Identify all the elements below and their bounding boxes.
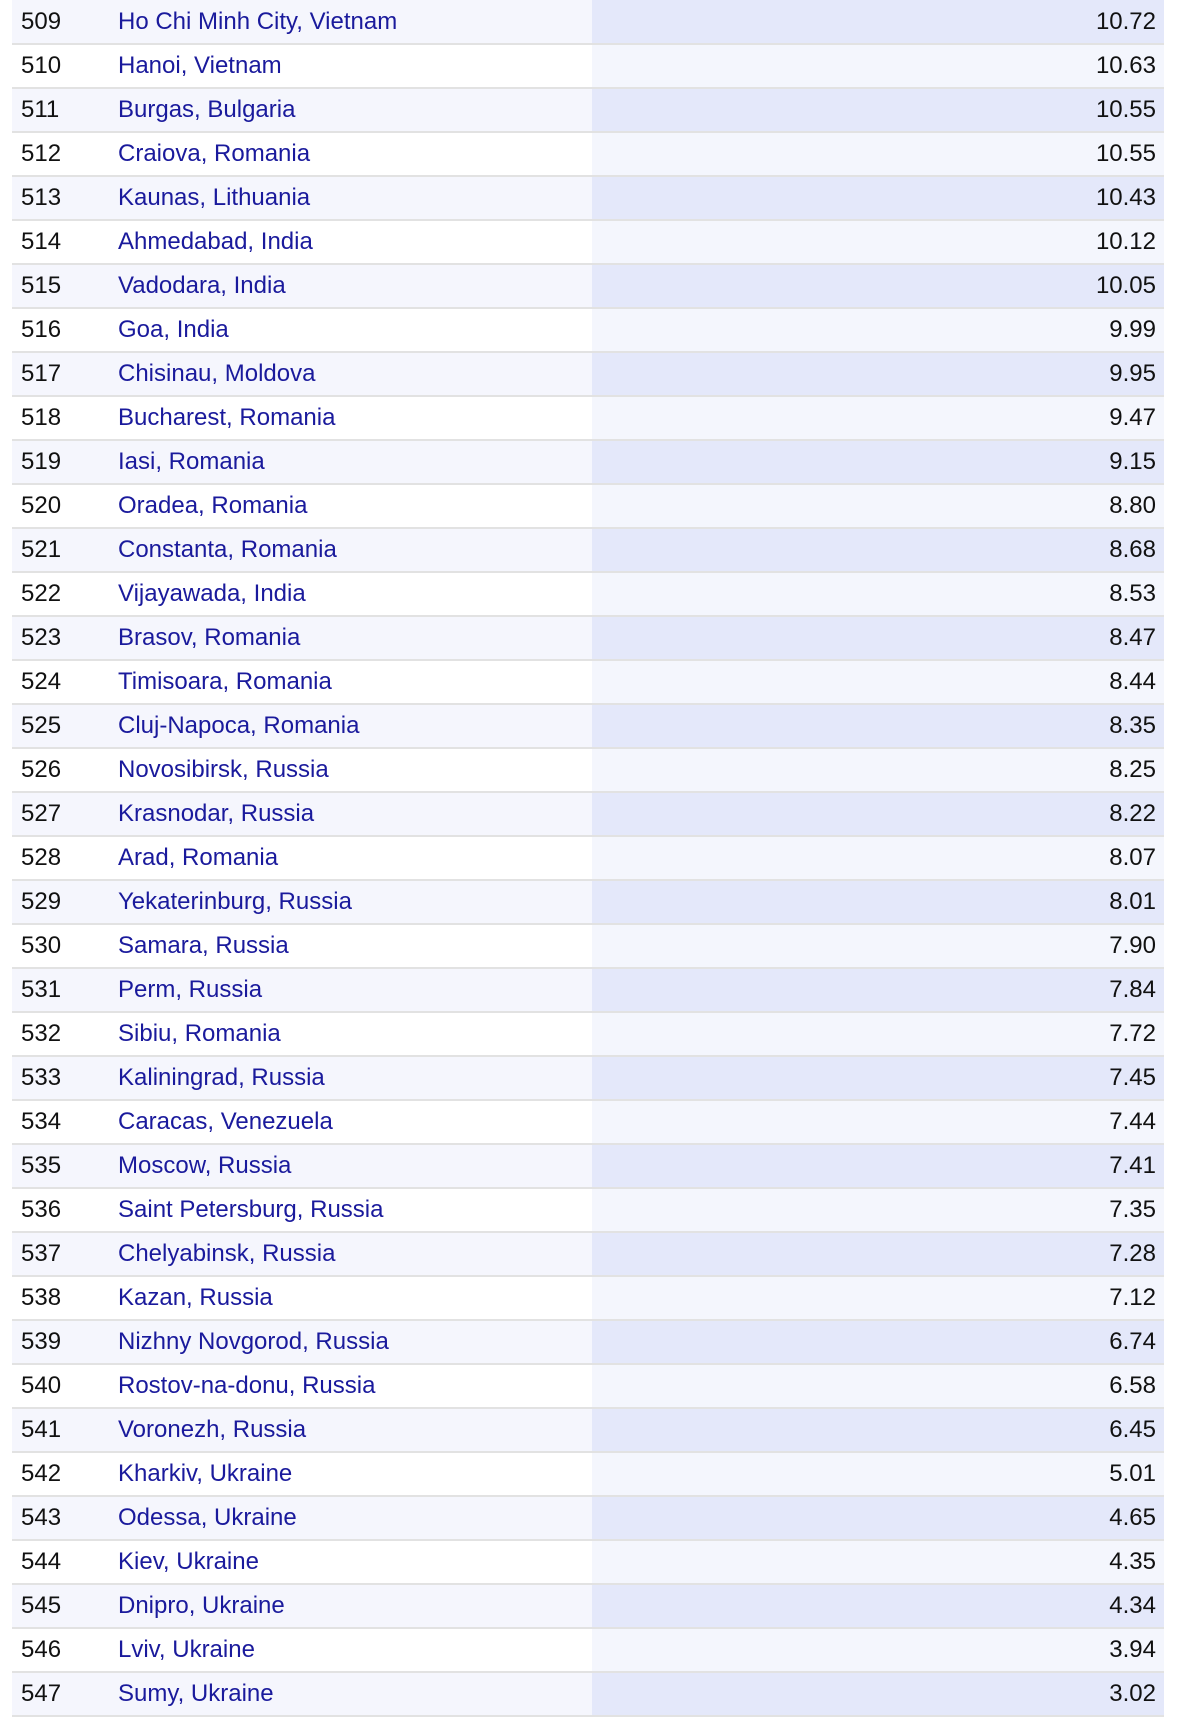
city-cell xyxy=(118,572,592,616)
city-cell xyxy=(118,1408,592,1452)
city-link[interactable]: Craiova, Romania xyxy=(118,140,311,167)
index-value-cell: 9.95 xyxy=(592,352,1164,396)
table-row xyxy=(12,352,1164,396)
index-value-cell: 8.47 xyxy=(592,616,1164,660)
table-row xyxy=(12,1408,1164,1452)
index-value-cell: 9.47 xyxy=(592,396,1164,440)
rank-cell: 532 xyxy=(12,1012,118,1056)
city-cell xyxy=(118,440,592,484)
rank-cell: 536 xyxy=(12,1188,118,1232)
table-row xyxy=(12,0,1164,44)
ranking-table-container xyxy=(12,0,1164,1717)
city-link[interactable]: Dnipro, Ukraine xyxy=(118,1592,285,1619)
rank-cell: 545 xyxy=(12,1584,118,1628)
index-value-cell: 7.12 xyxy=(592,1276,1164,1320)
city-link[interactable]: Kaliningrad, Russia xyxy=(118,1064,325,1091)
rank-cell: 514 xyxy=(12,220,118,264)
city-link[interactable]: Chelyabinsk, Russia xyxy=(118,1240,336,1267)
city-link[interactable]: Voronezh, Russia xyxy=(118,1416,307,1443)
city-cell xyxy=(118,1540,592,1584)
city-cell xyxy=(118,1144,592,1188)
city-link[interactable]: Kaunas, Lithuania xyxy=(118,184,311,211)
table-row xyxy=(12,44,1164,88)
city-cell xyxy=(118,1672,592,1716)
table-row xyxy=(12,176,1164,220)
city-cell xyxy=(118,264,592,308)
city-cell xyxy=(118,968,592,1012)
index-value-cell: 9.99 xyxy=(592,308,1164,352)
rank-cell: 542 xyxy=(12,1452,118,1496)
table-row xyxy=(12,924,1164,968)
city-link[interactable]: Brasov, Romania xyxy=(118,624,301,651)
table-row xyxy=(12,968,1164,1012)
rank-cell: 520 xyxy=(12,484,118,528)
index-value-cell: 7.35 xyxy=(592,1188,1164,1232)
city-cell xyxy=(118,1584,592,1628)
table-row xyxy=(12,220,1164,264)
rank-cell: 524 xyxy=(12,660,118,704)
rank-cell: 515 xyxy=(12,264,118,308)
city-cell xyxy=(118,176,592,220)
city-cell xyxy=(118,836,592,880)
table-row xyxy=(12,264,1164,308)
city-link[interactable]: Samara, Russia xyxy=(118,932,289,959)
rank-cell: 540 xyxy=(12,1364,118,1408)
city-cell xyxy=(118,352,592,396)
table-row xyxy=(12,1188,1164,1232)
index-value-cell: 10.63 xyxy=(592,44,1164,88)
city-link[interactable]: Sumy, Ukraine xyxy=(118,1680,274,1707)
table-row xyxy=(12,1012,1164,1056)
city-cell xyxy=(118,704,592,748)
index-value-cell: 8.35 xyxy=(592,704,1164,748)
index-value-cell: 8.07 xyxy=(592,836,1164,880)
city-link[interactable]: Burgas, Bulgaria xyxy=(118,96,296,123)
rank-cell: 547 xyxy=(12,1672,118,1716)
city-cell xyxy=(118,1628,592,1672)
table-row xyxy=(12,396,1164,440)
rank-cell: 519 xyxy=(12,440,118,484)
city-cell xyxy=(118,1364,592,1408)
city-link[interactable]: Constanta, Romania xyxy=(118,536,337,563)
city-link[interactable]: Ho Chi Minh City, Vietnam xyxy=(118,7,398,35)
index-value-cell: 9.15 xyxy=(592,440,1164,484)
index-value-cell: 8.22 xyxy=(592,792,1164,836)
index-value-cell: 7.28 xyxy=(592,1232,1164,1276)
table-row xyxy=(12,836,1164,880)
rank-cell: 513 xyxy=(12,176,118,220)
index-value-cell: 8.68 xyxy=(592,528,1164,572)
rank-cell: 530 xyxy=(12,924,118,968)
index-value-cell: 10.72 xyxy=(592,0,1164,44)
rank-cell: 539 xyxy=(12,1320,118,1364)
table-row xyxy=(12,484,1164,528)
index-value-cell: 10.43 xyxy=(592,176,1164,220)
rank-cell: 527 xyxy=(12,792,118,836)
table-row xyxy=(12,1232,1164,1276)
city-link[interactable]: Krasnodar, Russia xyxy=(118,800,315,827)
table-row xyxy=(12,1364,1164,1408)
rank-cell: 544 xyxy=(12,1540,118,1584)
table-row xyxy=(12,1452,1164,1496)
city-cell xyxy=(118,748,592,792)
city-ranking-table xyxy=(12,0,1164,1717)
rank-cell: 531 xyxy=(12,968,118,1012)
city-link[interactable]: Iasi, Romania xyxy=(118,448,265,475)
index-value-cell: 10.05 xyxy=(592,264,1164,308)
city-link[interactable]: Kiev, Ukraine xyxy=(118,1548,259,1575)
city-cell xyxy=(118,792,592,836)
index-value-cell: 4.35 xyxy=(592,1540,1164,1584)
city-link[interactable]: Nizhny Novgorod, Russia xyxy=(118,1328,389,1355)
index-value-cell: 7.72 xyxy=(592,1012,1164,1056)
rank-cell: 525 xyxy=(12,704,118,748)
city-cell xyxy=(118,1320,592,1364)
city-link[interactable]: Caracas, Venezuela xyxy=(118,1108,333,1135)
index-value-cell: 4.65 xyxy=(592,1496,1164,1540)
city-cell xyxy=(118,308,592,352)
rank-cell: 541 xyxy=(12,1408,118,1452)
table-row xyxy=(12,1496,1164,1540)
rank-cell: 526 xyxy=(12,748,118,792)
index-value-cell: 3.02 xyxy=(592,1672,1164,1716)
table-row xyxy=(12,880,1164,924)
table-row xyxy=(12,1540,1164,1584)
rank-cell: 518 xyxy=(12,396,118,440)
city-cell xyxy=(118,1188,592,1232)
city-cell xyxy=(118,1012,592,1056)
city-link[interactable]: Arad, Romania xyxy=(118,844,279,871)
city-cell xyxy=(118,396,592,440)
city-link[interactable]: Ahmedabad, India xyxy=(118,228,313,255)
index-value-cell: 10.12 xyxy=(592,220,1164,264)
city-cell xyxy=(118,1232,592,1276)
city-link[interactable]: Timisoara, Romania xyxy=(118,668,332,695)
rank-cell: 516 xyxy=(12,308,118,352)
index-value-cell: 8.44 xyxy=(592,660,1164,704)
city-cell xyxy=(118,132,592,176)
table-row xyxy=(12,528,1164,572)
index-value-cell: 7.90 xyxy=(592,924,1164,968)
city-link[interactable]: Saint Petersburg, Russia xyxy=(118,1196,384,1223)
city-cell xyxy=(118,44,592,88)
rank-cell: 509 xyxy=(12,0,118,44)
city-cell xyxy=(118,528,592,572)
city-cell xyxy=(118,1452,592,1496)
table-row xyxy=(12,748,1164,792)
city-link[interactable]: Oradea, Romania xyxy=(118,492,308,519)
city-cell xyxy=(118,1496,592,1540)
city-link[interactable]: Bucharest, Romania xyxy=(118,404,336,431)
rank-cell: 512 xyxy=(12,132,118,176)
city-cell xyxy=(118,924,592,968)
city-link[interactable]: Novosibirsk, Russia xyxy=(118,756,329,783)
rank-cell: 528 xyxy=(12,836,118,880)
table-row xyxy=(12,792,1164,836)
city-link[interactable]: Goa, India xyxy=(118,316,229,343)
table-row xyxy=(12,1100,1164,1144)
city-link[interactable]: Kharkiv, Ukraine xyxy=(118,1460,293,1487)
city-cell xyxy=(118,484,592,528)
index-value-cell: 8.01 xyxy=(592,880,1164,924)
table-row xyxy=(12,1276,1164,1320)
table-row xyxy=(12,1584,1164,1628)
city-cell xyxy=(118,880,592,924)
table-row xyxy=(12,616,1164,660)
rank-cell: 522 xyxy=(12,572,118,616)
table-row xyxy=(12,704,1164,748)
table-row xyxy=(12,1144,1164,1188)
city-link[interactable]: Sibiu, Romania xyxy=(118,1020,281,1047)
table-row xyxy=(12,132,1164,176)
rank-cell: 517 xyxy=(12,352,118,396)
city-cell xyxy=(118,0,592,44)
rank-cell: 533 xyxy=(12,1056,118,1100)
city-link[interactable]: Lviv, Ukraine xyxy=(118,1636,255,1663)
city-cell xyxy=(118,660,592,704)
table-row xyxy=(12,440,1164,484)
index-value-cell: 10.55 xyxy=(592,132,1164,176)
city-link[interactable]: Kazan, Russia xyxy=(118,1284,273,1311)
city-cell xyxy=(118,1056,592,1100)
index-value-cell: 7.84 xyxy=(592,968,1164,1012)
index-value-cell: 5.01 xyxy=(592,1452,1164,1496)
city-link[interactable]: Vijayawada, India xyxy=(118,580,306,607)
table-row xyxy=(12,572,1164,616)
rank-cell: 535 xyxy=(12,1144,118,1188)
city-cell xyxy=(118,1276,592,1320)
city-link[interactable]: Perm, Russia xyxy=(118,976,263,1003)
index-value-cell: 7.45 xyxy=(592,1056,1164,1100)
index-value-cell: 10.55 xyxy=(592,88,1164,132)
index-value-cell: 7.44 xyxy=(592,1100,1164,1144)
city-link[interactable]: Odessa, Ukraine xyxy=(118,1504,297,1531)
rank-cell: 538 xyxy=(12,1276,118,1320)
table-row xyxy=(12,308,1164,352)
city-cell xyxy=(118,1100,592,1144)
index-value-cell: 8.53 xyxy=(592,572,1164,616)
index-value-cell: 7.41 xyxy=(592,1144,1164,1188)
city-link[interactable]: Vadodara, India xyxy=(118,272,286,299)
rank-cell: 546 xyxy=(12,1628,118,1672)
index-value-cell: 6.74 xyxy=(592,1320,1164,1364)
rank-cell: 534 xyxy=(12,1100,118,1144)
rank-cell: 537 xyxy=(12,1232,118,1276)
index-value-cell: 6.45 xyxy=(592,1408,1164,1452)
city-link[interactable]: Chisinau, Moldova xyxy=(118,360,316,387)
index-value-cell: 6.58 xyxy=(592,1364,1164,1408)
city-cell xyxy=(118,616,592,660)
city-link[interactable]: Cluj-Napoca, Romania xyxy=(118,712,360,739)
rank-cell: 543 xyxy=(12,1496,118,1540)
rank-cell: 523 xyxy=(12,616,118,660)
index-value-cell: 8.25 xyxy=(592,748,1164,792)
rank-cell: 521 xyxy=(12,528,118,572)
city-cell xyxy=(118,220,592,264)
table-row xyxy=(12,660,1164,704)
index-value-cell: 8.80 xyxy=(592,484,1164,528)
city-link[interactable]: Moscow, Russia xyxy=(118,1152,292,1179)
city-link[interactable]: Rostov-na-donu, Russia xyxy=(118,1372,376,1399)
table-row xyxy=(12,1320,1164,1364)
table-row xyxy=(12,1056,1164,1100)
rank-cell: 529 xyxy=(12,880,118,924)
table-row xyxy=(12,1672,1164,1716)
rank-cell: 511 xyxy=(12,88,118,132)
table-row xyxy=(12,1628,1164,1672)
city-link[interactable]: Hanoi, Vietnam xyxy=(118,52,282,79)
rank-cell: 510 xyxy=(12,44,118,88)
index-value-cell: 3.94 xyxy=(592,1628,1164,1672)
city-link[interactable]: Yekaterinburg, Russia xyxy=(118,888,352,915)
table-row xyxy=(12,88,1164,132)
table-body xyxy=(12,0,1164,1716)
city-cell xyxy=(118,88,592,132)
index-value-cell: 4.34 xyxy=(592,1584,1164,1628)
